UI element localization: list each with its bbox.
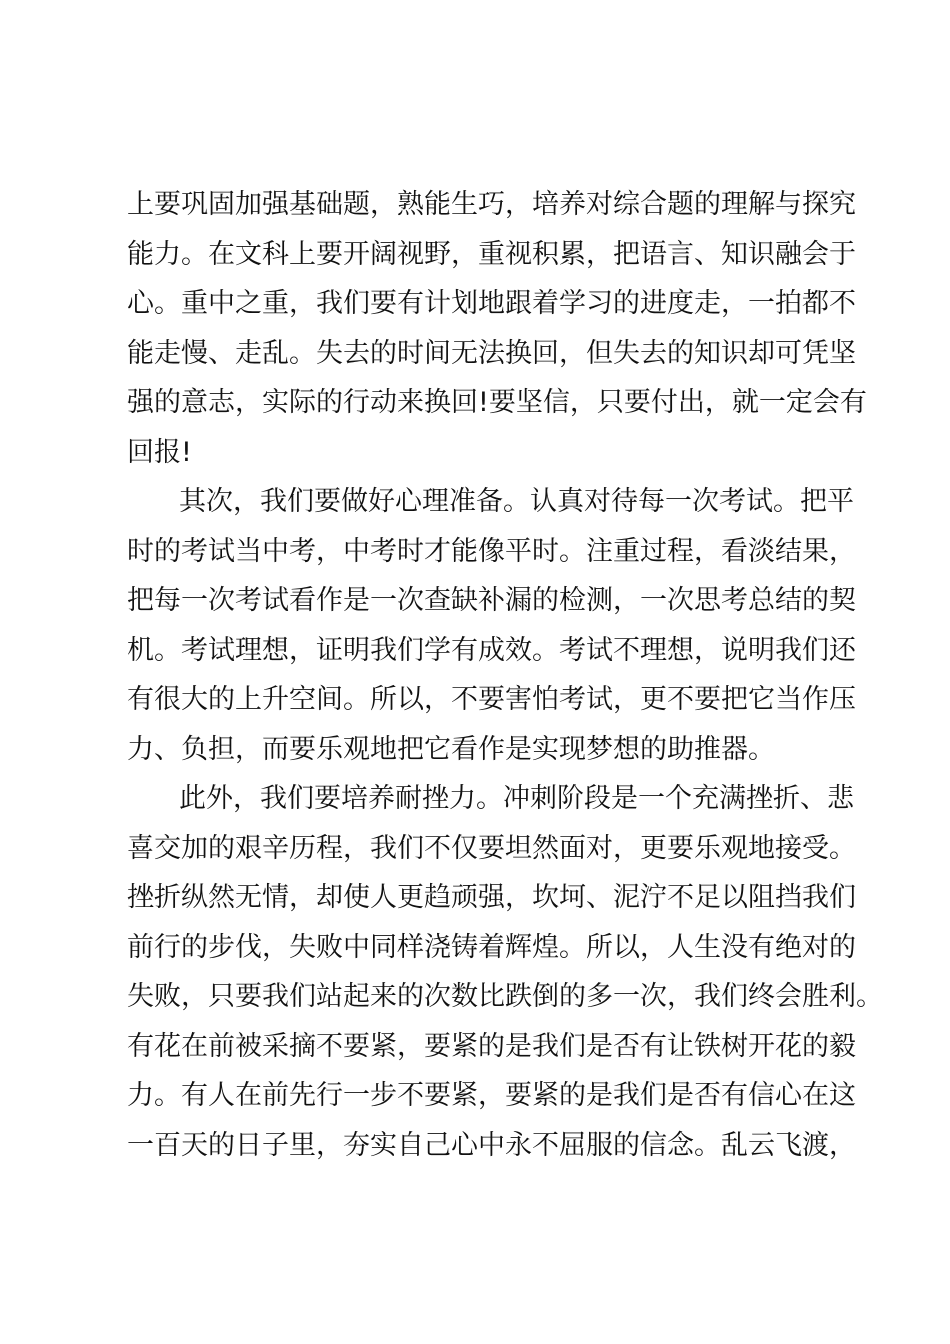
text-line: 强的意志，实际的行动来换回!要坚信，只要付出，就一定会有 bbox=[127, 387, 867, 418]
text-line: 能力。在文科上要开阔视野，重视积累，把语言、知识融会于 bbox=[127, 238, 856, 270]
text-line: 上要巩固加强基础题，熟能生巧，培养对综合题的理解与探究 bbox=[127, 189, 856, 220]
text-line: 把每一次考试看作是一次查缺补漏的检测，一次思考总结的契 bbox=[127, 585, 856, 616]
text-line: 有花在前被采摘不要紧，要紧的是我们是否有让铁树开花的毅 bbox=[127, 1030, 856, 1062]
text-line: 一百天的日子里，夯实自己心中永不屈服的信念。乱云飞渡， bbox=[127, 1129, 856, 1161]
text-line: 机。考试理想，证明我们学有成效。考试不理想，说明我们还 bbox=[127, 634, 856, 666]
text-line: 前行的步伐，失败中同样浇铸着辉煌。所以，人生没有绝对的 bbox=[127, 931, 856, 963]
text-line: 时的考试当中考，中考时才能像平时。注重过程，看淡结果， bbox=[127, 535, 856, 567]
text-line: 有很大的上升空间。所以，不要害怕考试，更不要把它当作压 bbox=[127, 684, 856, 715]
text-line: 力、负担，而要乐观地把它看作是实现梦想的助推器。 bbox=[127, 733, 775, 765]
paragraph-start-line: 此外，我们要培养耐挫力。冲刺阶段是一个充满挫折、悲 bbox=[179, 783, 854, 814]
paragraph-start-line: 其次，我们要做好心理准备。认真对待每一次考试。把平 bbox=[179, 486, 854, 517]
text-line: 喜交加的艰辛历程，我们不仅要坦然面对，更要乐观地接受。 bbox=[127, 832, 856, 864]
text-line: 力。有人在前先行一步不要紧，要紧的是我们是否有信心在这 bbox=[127, 1080, 856, 1111]
text-line: 挫折纵然无情，却使人更趋顽强，坎坷、泥泞不足以阻挡我们 bbox=[127, 882, 856, 913]
text-line: 失败，只要我们站起来的次数比跌倒的多一次，我们终会胜利。 bbox=[127, 981, 883, 1012]
text-line: 回报! bbox=[127, 436, 192, 468]
body-text bbox=[127, 180, 883, 1170]
text-line: 心。重中之重，我们要有计划地跟着学习的进度走，一拍都不 bbox=[127, 288, 856, 319]
text-line: 能走慢、走乱。失去的时间无法换回，但失去的知识却可凭坚 bbox=[127, 337, 856, 369]
